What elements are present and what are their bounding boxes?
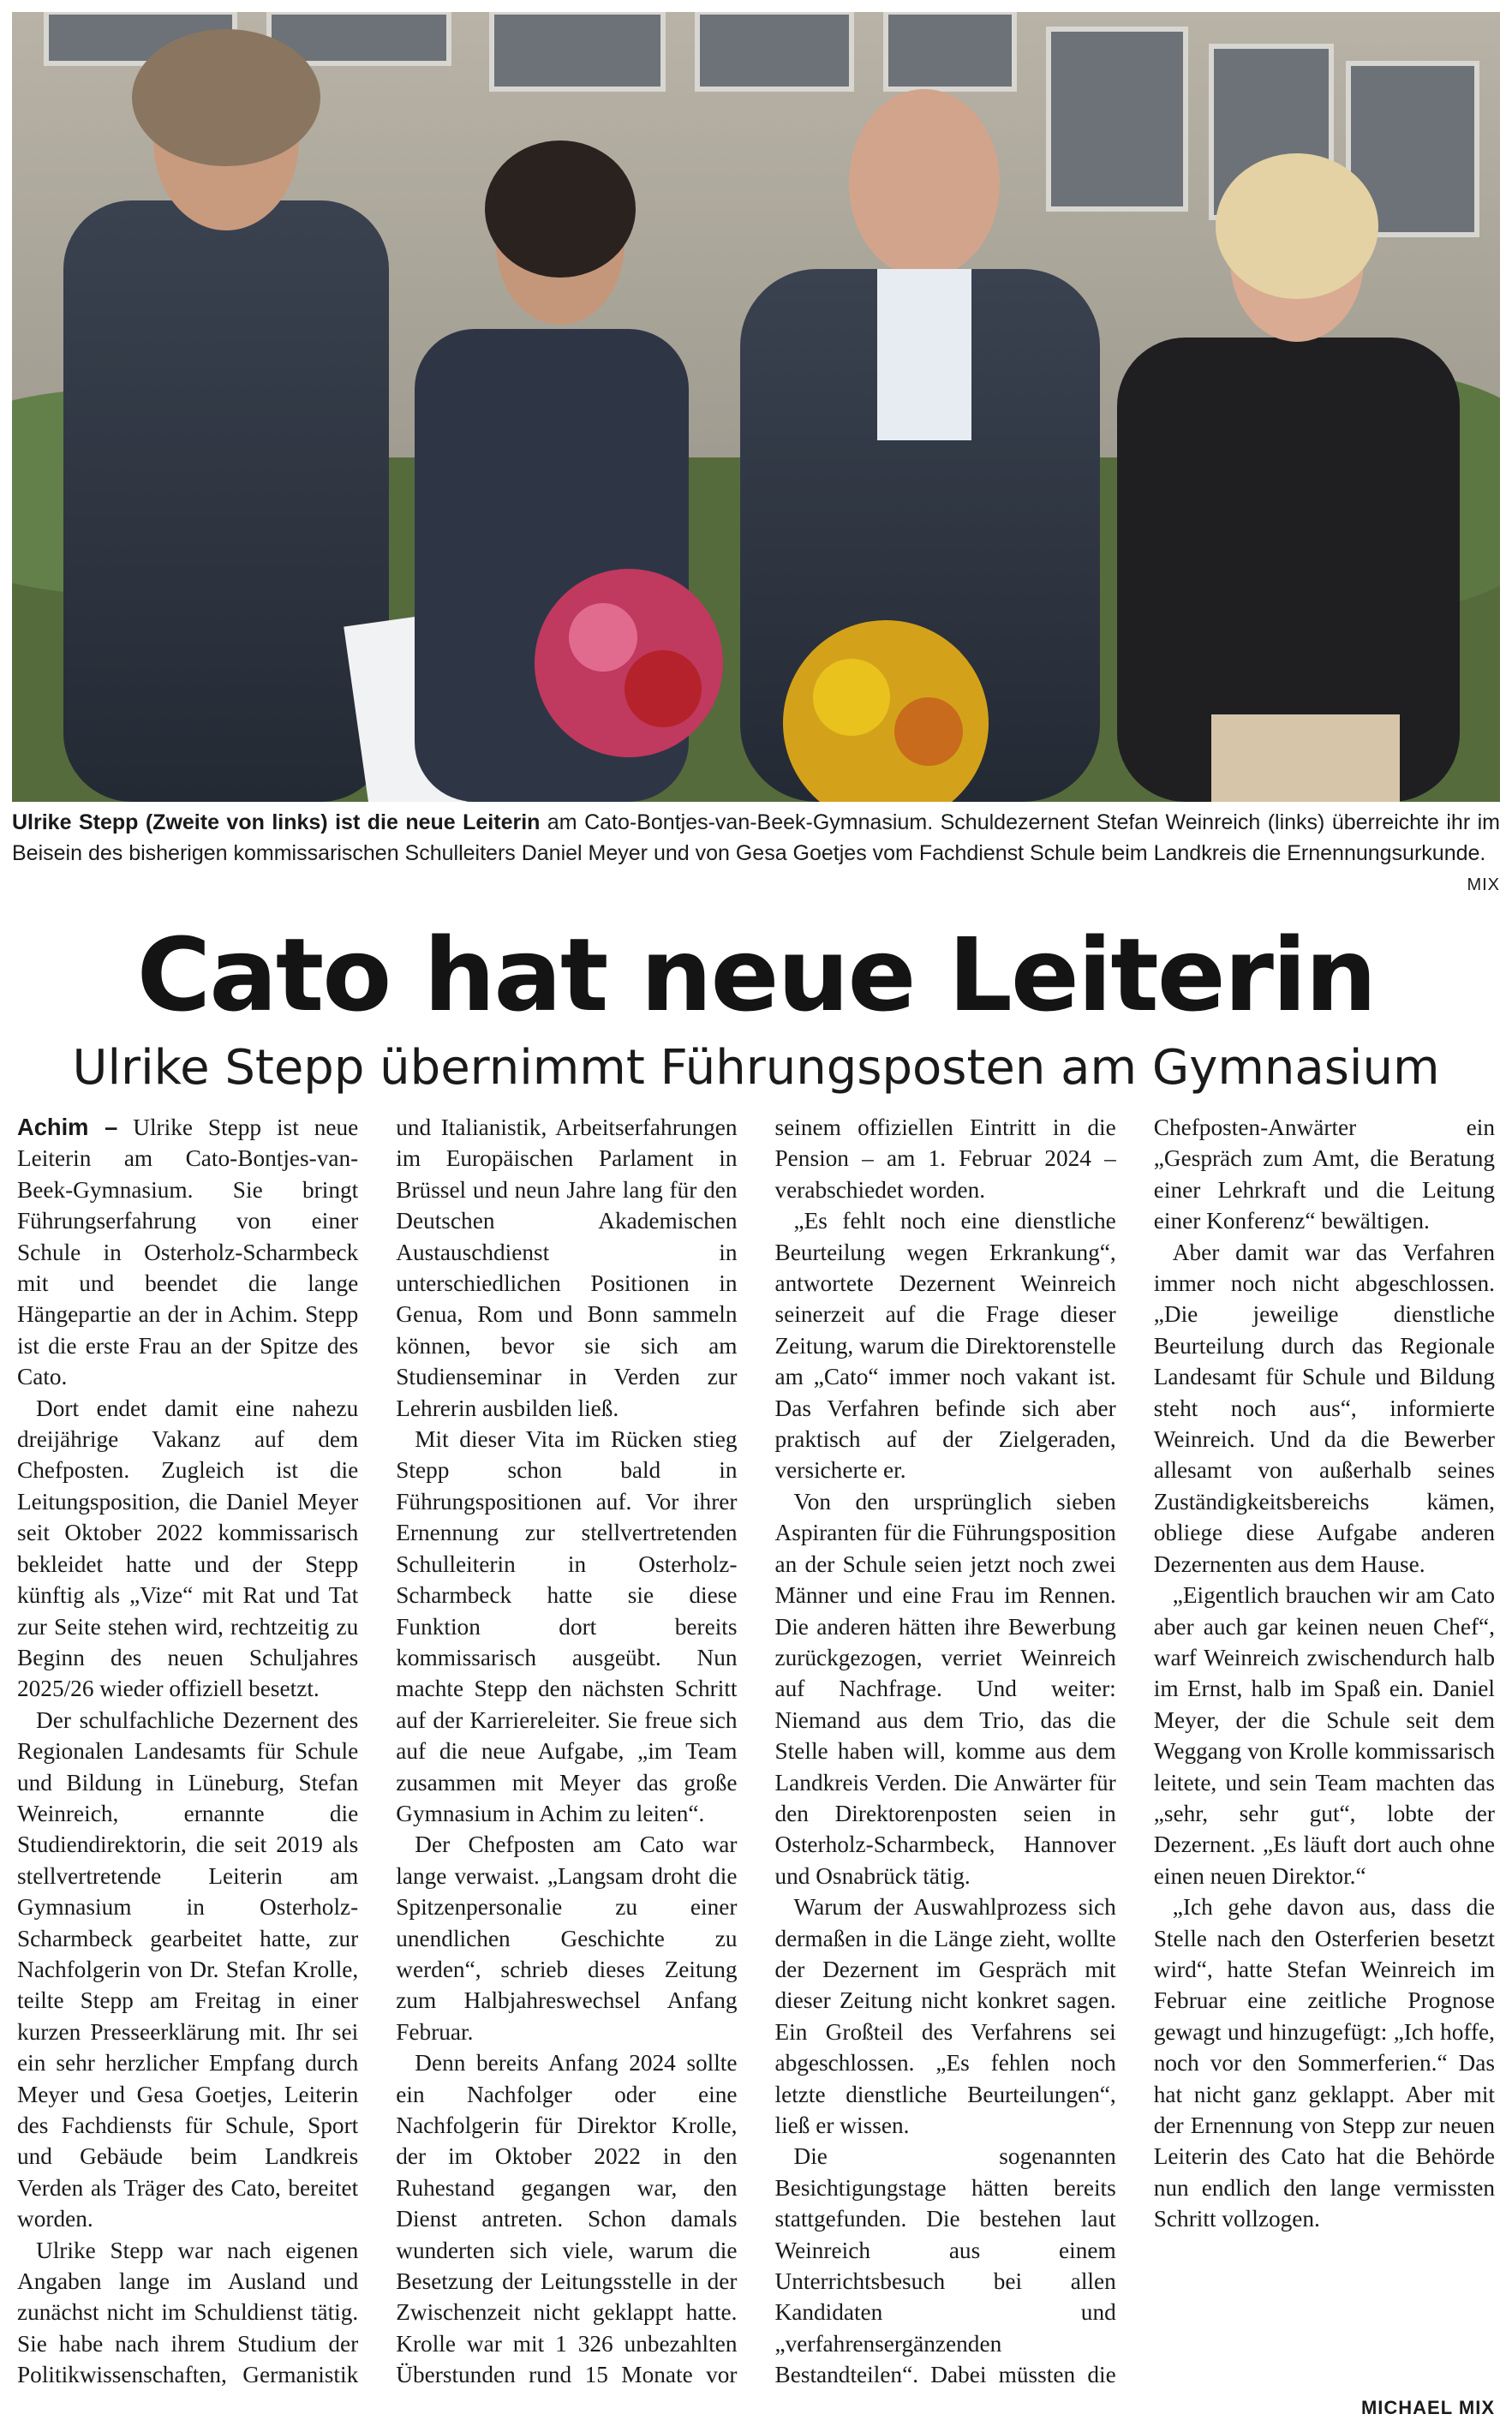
article-paragraph: Warum der Auswahlprozess sich dermaßen in die Länge zieht, wollte der Dezernent im Gespräch mit dieser Zeitung nicht konkret sagen. Ein Großteil des Verfahrens sei abgeschlossen. „Es fehlen noch letzte dienstliche Beurteilungen“, ließ er wissen. (774, 1894, 1116, 2138)
article-paragraph: Die sogenannten Besichtigungstage hätten bereits stattgefunden. Die bestehen laut Weinreich aus einem Unterrichtsbesuch bei allen Kandidaten und „verfahrensergänzenden Bestandteilen“. Dabei müssten die Chefposten-Anwärter ein „Gespräch zum Amt, die Beratung einer Lehrkraft und die Leitung einer Konferenz“ bewältigen. (774, 1114, 1495, 2388)
photo-credit: MIX (1467, 875, 1500, 894)
subheadline: Ulrike Stepp übernimmt Führungsposten am Gymnasium (72, 1040, 1440, 1096)
article-paragraph: Aber damit war das Verfahren immer noch nicht abgeschlossen. „Die jeweilige dienstliche Beurteilung durch das Regionale Landesamt für Schule und Bildung steht noch aus“, informierte Weinreich. Und da die Bewerber allesamt von außerhalb seines Zuständigkeitsbereichs kämen, obliege diese Aufgabe anderen Dezernenten aus dem Hause. (1153, 1239, 1495, 1577)
dateline: Achim – (17, 1114, 118, 1140)
caption-lead: Ulrike Stepp (Zweite von links) ist die neue Leiterin (12, 810, 541, 834)
article-paragraph: Achim – Ulrike Stepp ist neue Leiterin am Cato-Bontjes-van-Beek-Gymnasium. Sie bringt Führungserfahrung von einer Schule in Osterholz-Scharmbeck mit und beendet die lange Hängepartie an der in Achim. Stepp ist die erste Frau an der Spitze des Cato. (17, 1114, 359, 1390)
article-paragraph: Von den ursprünglich sieben Aspiranten für die Führungsposition an der Schule seien jetzt noch zwei Männer und eine Frau im Rennen. Die anderen hätten ihre Bewerbung zurückgezogen, verriet Weinreich auf Nachfrage. Und weiter: Niemand aus dem Trio, das die Stelle haben will, komme aus dem Landkreis Verden. Die Anwärter für den Direktorenposten seien in Osterholz-Scharmbeck, Hannover und Osnabrück tätig. (774, 1488, 1116, 1889)
article-paragraph: Denn bereits Anfang 2024 sollte ein Nachfolger oder eine Nachfolgerin für Direktor Krolle, der im Oktober 2022 in den Ruhestand gegangen war, den Dienst antreten. Schon damals wunderten sich viele, warum die Besetzung der Leitungsstelle in der Zwischenzeit nicht geklappt hatte. Krolle war mit 1 326 unbezahlten Überstunden rund 15 Monate vor seinem offiziellen Eintritt in die Pension – am 1. Februar 2024 – verabschiedet worden. (396, 1114, 1116, 2388)
article-paragraph: Mit dieser Vita im Rücken stieg Stepp schon bald in Führungspositionen auf. Vor ihrer Ernennung zur stellvertretenden Schulleiterin in Osterholz-Scharmbeck hatte sie diese Funktion dort bereits kommissarisch ausgeübt. Nun machte Stepp den nächsten Schritt auf der Karriereleiter. Sie freue sich auf die neue Aufgabe, „im Team zusammen mit Meyer das große Gymnasium in Achim zu leiten“. (396, 1426, 738, 1826)
photo-caption (12, 807, 1500, 901)
article-paragraph: „Eigentlich brauchen wir am Cato aber auch gar keinen neuen Chef“, warf Weinreich zwischendurch halb im Ernst, halb im Spaß ein. Daniel Meyer, der die Schule seit dem Weggang von Krolle kommissarisch leitete, und sein Team machten das „sehr, sehr gut“, lobte der Dezernent. „Es läuft dort auch ohne einen neuen Direktor.“ (1153, 1582, 1495, 1889)
caption-text: am Cato-Bontjes-van-Beek-Gymnasium. Schuldezernent Stefan Weinreich (links) überreichte ihr im Beisein des bisherigen kommissarischen Schulleiters Daniel Meyer und von Gesa Goetjes vom Fachdienst Schule beim Landkreis die Ernennungsurkunde. (12, 810, 1500, 865)
article-paragraph: „Es fehlt noch eine dienstliche Beurteilung wegen Erkrankung“, antwortete Dezernent Weinreich seinerzeit auf die Frage dieser Zeitung, warum die Direktorenstelle am „Cato“ immer noch vakant ist. Das Verfahren befinde sich aber praktisch auf der Zielgeraden, versicherte er. (774, 1208, 1116, 1484)
article-photo (12, 12, 1500, 802)
article-body (17, 1112, 1495, 2405)
article-paragraph: „Ich gehe davon aus, dass die Stelle nach den Osterferien besetzt wird“, hatte Stefan Weinreich im Februar eine zeitliche Prognose gewagt und hinzugefügt: „Ich hoffe, noch vor den Sommerferien.“ Das hat nicht ganz geklappt. Aber mit der Ernennung von Stepp zur neuen Leiterin des Cato hat die Behörde nun endlich den lange vermissten Schritt vollzogen. (1153, 1894, 1495, 2232)
group-photo-icon (12, 12, 1500, 802)
author-byline: MICHAEL MIX (1360, 2397, 1495, 2418)
article-paragraph: Dort endet damit eine nahezu dreijährige Vakanz auf dem Chefposten. Zugleich ist die Leitungsposition, die Daniel Meyer seit Oktober 2022 kommissarisch bekleidet hatte und der Stepp künftig als „Vize“ mit Rat und Tat zur Seite stehen wird, rechtzeitig zu Beginn des neuen Schuljahres 2025/26 wieder offiziell besetzt. (17, 1395, 359, 1702)
headline: Cato hat neue Leiterin (136, 916, 1376, 1034)
article-paragraph: Ulrike Stepp war nach eigenen Angaben lange im Ausland und zunächst nicht im Schuldienst tätig. Sie habe nach ihrem Studium der Politikwissenschaften, Germanistik und Italianistik, Arbeitserfahrungen im Europäischen Parlament in Brüssel und neun Jahre lang für den Deutschen Akademischen Austauschdienst in unterschiedlichen Positionen in Genua, Rom und Bonn sammeln können, bevor sie sich am Studienseminar in Verden zur Lehrerin ausbilden ließ. (17, 1114, 738, 2388)
article-paragraph: Der schulfachliche Dezernent des Regionalen Landesamts für Schule und Bildung in Lüneburg, Stefan Weinreich, ernannte die Studiendirektorin, die seit 2019 als stellvertretende Leiterin am Gymnasium in Osterholz-Scharmbeck gearbeitet hatte, zur Nachfolgerin von Dr. Stefan Krolle, teilte Stepp am Freitag in einer kurzen Presseerklärung mit. Ihr sei ein sehr herzlicher Empfang durch Meyer und Gesa Goetjes, Leiterin des Fachdiensts für Schule, Sport und Gebäude beim Landkreis Verden als Träger des Cato, bereitet worden. (17, 1706, 359, 2232)
article-paragraph: Der Chefposten am Cato war lange verwaist. „Langsam droht die Spitzenpersonalie zu einer unendlichen Geschichte zu werden“, schrieb dieses Zeitung zum Halbjahreswechsel Anfang Februar. (396, 1831, 738, 2045)
